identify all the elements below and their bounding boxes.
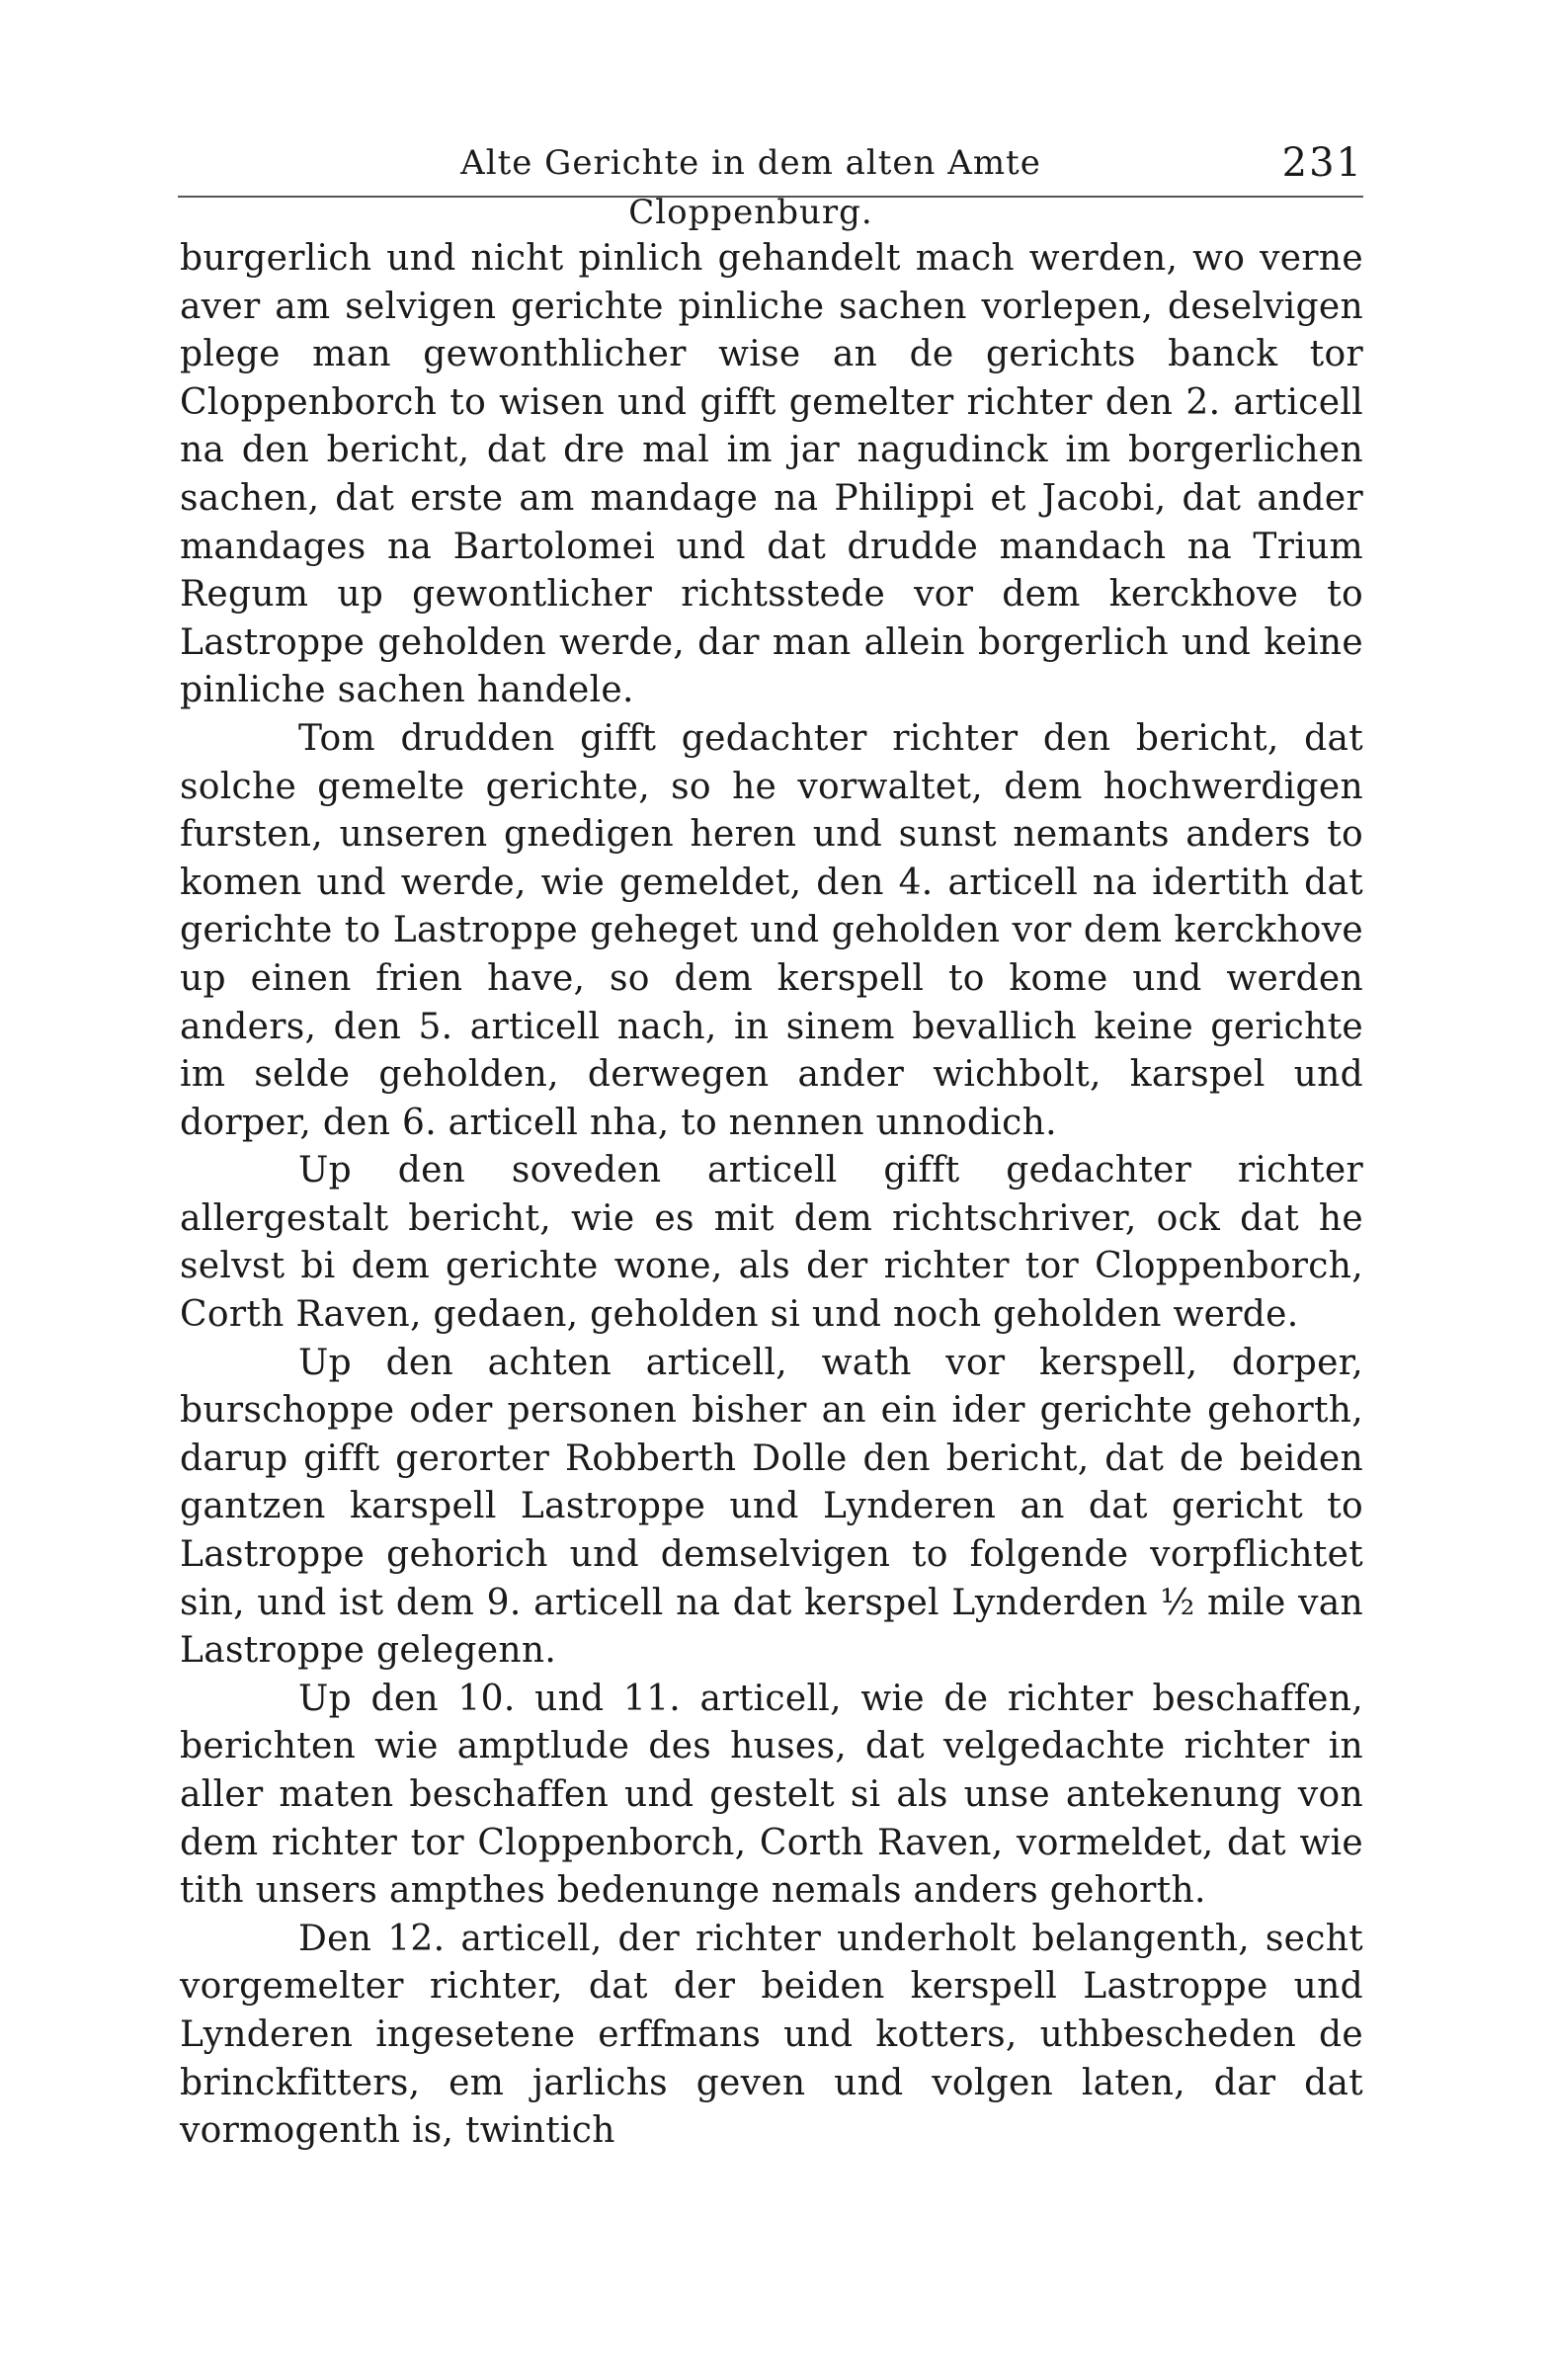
page-header	[178, 138, 1363, 232]
page-number: 231	[1281, 140, 1363, 186]
running-title: Alte Gerichte in dem alten Amte Cloppenburg.	[460, 143, 1041, 232]
header-rule	[178, 196, 1363, 198]
paragraph: Up den soveden articell gifft gedachter richter allergestalt bericht, wie es mit dem richtschriver, ock dat he selvst bi dem gerichte wone, als der richter tor Cloppenborch, Corth Raven, gedaen, geholden si und noch geholden werde.	[180, 1150, 1363, 1336]
paragraph: Tom drudden gifft gedachter richter den bericht, dat solche gemelte gerichte, so he vorwaltet, dem hochwerdigen fursten, unseren gnedigen heren und sunst nemants anders to komen und werde, wie gemeldet, den 4. articell na idertith dat gerichte to Lastroppe geheget und geholden vor dem kerckhove up einen frien have, so dem kerspell to kome und werden anders, den 5. articell nach, in sinem bevallich keine gerichte im selde geholden, derwegen ander wichbolt, karspel und dorper, den 6. articell nha, to nennen unnodich.	[180, 717, 1363, 1143]
body-text	[180, 235, 1363, 2156]
paragraph-continued: burgerlich und nicht pinlich gehandelt mach werden, wo verne aver am selvigen gerichte pinliche sachen vorlepen, deselvigen plege man gewonthlicher wise an de gerichts banck tor Cloppenborch to wisen und gifft gemelter richter den 2. articell na den bericht, dat dre mal im jar nagudinck im borgerlichen sachen, dat erste am mandage na Philippi et Jacobi, dat ander mandages na Bartolomei und dat drudde mandach na Trium Regum up gewontlicher richtsstede vor dem kerckhove to Lastroppe geholden werde, dar man allein borgerlich und keine pinliche sachen handele.	[180, 238, 1363, 711]
paragraph: Up den achten articell, wath vor kerspell, dorper, burschoppe oder personen bisher an ein ider gerichte gehorth, darup gifft gerorter Robberth Dolle den bericht, dat de beiden gantzen karspell Lastroppe und Lynderen an dat gericht to Lastroppe gehorich und demselvigen to folgende vorpflichtet sin, und ist dem 9. articell na dat kerspel Lynderden ½ mile van Lastroppe gelegenn.	[180, 1342, 1363, 1672]
paragraph: Den 12. articell, der richter underholt belangenth, secht vorgemelter richter, dat der beiden kerspell Lastroppe und Lynderen ingesetene erffmans und kotters, uthbescheden de brinckfitters, em jarlichs geven und volgen laten, dar dat vormogenth is, twintich	[180, 1918, 1363, 2152]
paragraph: Up den 10. und 11. articell, wie de richter beschaffen, berichten wie amptlude des huses, dat velgedachte richter in aller maten beschaffen und gestelt si als unse antekenung von dem richter tor Cloppenborch, Corth Raven, vormeldet, dat wie tith unsers ampthes bedenunge nemals anders gehorth.	[180, 1678, 1363, 1912]
